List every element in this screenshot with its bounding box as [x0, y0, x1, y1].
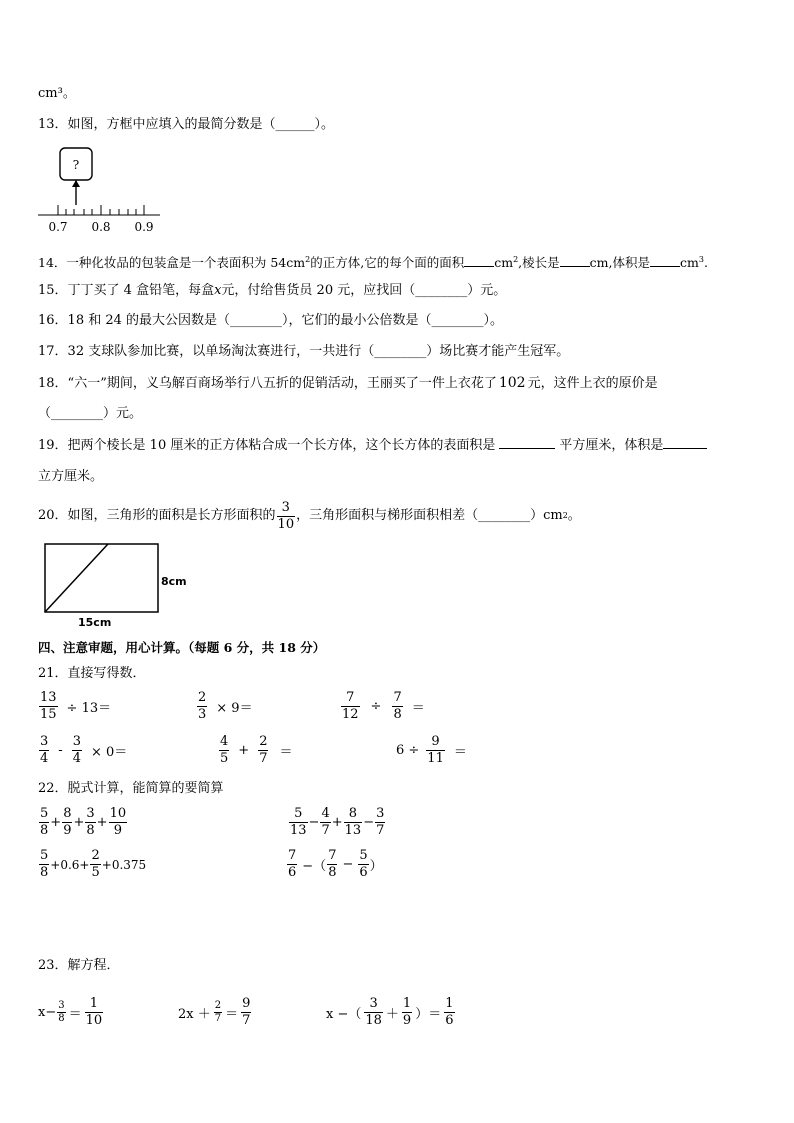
- q21-title: 21．直接写得数．: [38, 666, 146, 681]
- q23-equation-1: x− $\frac{3}{8}$ ＝ $\frac{1}{10}$: [38, 996, 103, 1028]
- q21-expr-1: $\frac{13}{15}$ ÷ 13＝: [40, 690, 112, 722]
- q22-expr-3: $\frac{5}{8}$ +0.6+ $\frac{2}{5}$ +0.375: [40, 848, 147, 880]
- answer-blank[interactable]: [560, 254, 590, 267]
- q15-text: 15．丁丁买了 4 盒铅笔，每盒x元，付给售货员 20 元，应找回（________）元。: [38, 283, 507, 298]
- fraction: $\frac{3}{10}$: [277, 499, 295, 532]
- q12-tail: cm³。: [38, 86, 76, 101]
- q19-line2: 立方厘米。: [38, 469, 104, 484]
- q22-expr-4: $\frac{7}{6}$ −（ $\frac{7}{8}$ − $\frac{5}{6}$ ）: [288, 848, 383, 880]
- q23-equation-3: x −（ $\frac{3}{18}$ ＋ $\frac{1}{9}$ ）＝ $\frac{1}{6}$: [326, 996, 454, 1028]
- q22-expr-1: $\frac{5}{8}$ + $\frac{8}{9}$ + $\frac{3}{8}$ + $\frac{10}{9}$: [40, 806, 127, 838]
- q23-title: 23．解方程．: [38, 958, 120, 973]
- tick-label: 0.8: [91, 220, 111, 234]
- answer-blank[interactable]: [650, 254, 680, 267]
- q23-equation-2: 2x ＋ $\frac{2}{7}$ ＝ $\frac{9}{7}$: [178, 996, 251, 1028]
- rectangle-triangle-figure: [40, 540, 200, 630]
- q17-text: 17．32 支球队参加比赛，以单场淘汰赛进行，一共进行（________）场比赛才能产生冠军。: [38, 344, 570, 359]
- answer-blank[interactable]: [499, 436, 555, 449]
- tick-label: 0.7: [48, 220, 68, 234]
- q21-expr-5: $\frac{4}{5}$ + $\frac{2}{7}$ ＝: [220, 734, 293, 766]
- q22-title: 22．脱式计算，能简算的要简算: [38, 781, 224, 796]
- q21-expr-3: $\frac{7}{12}$ ÷ $\frac{7}{8}$ ＝: [342, 690, 425, 722]
- height-label: 8cm: [161, 575, 187, 588]
- q19-line1: 19．把两个棱长是 10 厘米的正方体粘合成一个长方体，这个长方体的表面积是 平方厘米，体积是: [38, 436, 707, 456]
- q21-expr-6: 6 ÷ $\frac{9}{11}$ ＝: [396, 734, 467, 766]
- section-4-heading: 四、注意审题，用心计算。（每题 6 分，共 18 分）: [38, 640, 326, 655]
- q18-line1: 18．“六一”期间，义乌解百商场举行八五折的促销活动，王丽买了一件上衣花了 102 元，这件上衣的原价是: [38, 375, 658, 391]
- q21-expr-4: $\frac{3}{4}$ - $\frac{3}{4}$ × 0＝: [40, 734, 128, 766]
- box-question-mark: ?: [72, 158, 80, 172]
- answer-blank[interactable]: [464, 254, 494, 267]
- q22-expr-2: $\frac{5}{13}$ − $\frac{4}{7}$ + $\frac{8}{13}$ − $\frac{3}{7}$: [290, 806, 385, 838]
- answer-blank[interactable]: [663, 436, 707, 449]
- q20-text: 20．如图，三角形的面积是长方形面积的 $\frac{3}{10}$ ，三角形面积与梯形面积相差（________）cm 2 。: [38, 499, 581, 532]
- q21-expr-2: $\frac{2}{3}$ × 9＝: [198, 690, 253, 722]
- q14-text: 14．一种化妆品的包装盒是一个表面积为 $54cm^2$的正方体,它的每个面的面积 $cm^2$,棱长是 cm,体积是 $cm^3$.: [38, 255, 708, 271]
- q16-text: 16．18 和 24 的最大公因数是（________），它们的最小公倍数是（________）。: [38, 313, 504, 328]
- q13-text: 13．如图，方框中应填入的最简分数是（______）。: [38, 117, 335, 132]
- tick-label: 0.9: [134, 220, 154, 234]
- number-line-figure: [36, 145, 166, 237]
- width-label: 15cm: [78, 616, 112, 629]
- q18-line2: （________）元。: [38, 406, 143, 421]
